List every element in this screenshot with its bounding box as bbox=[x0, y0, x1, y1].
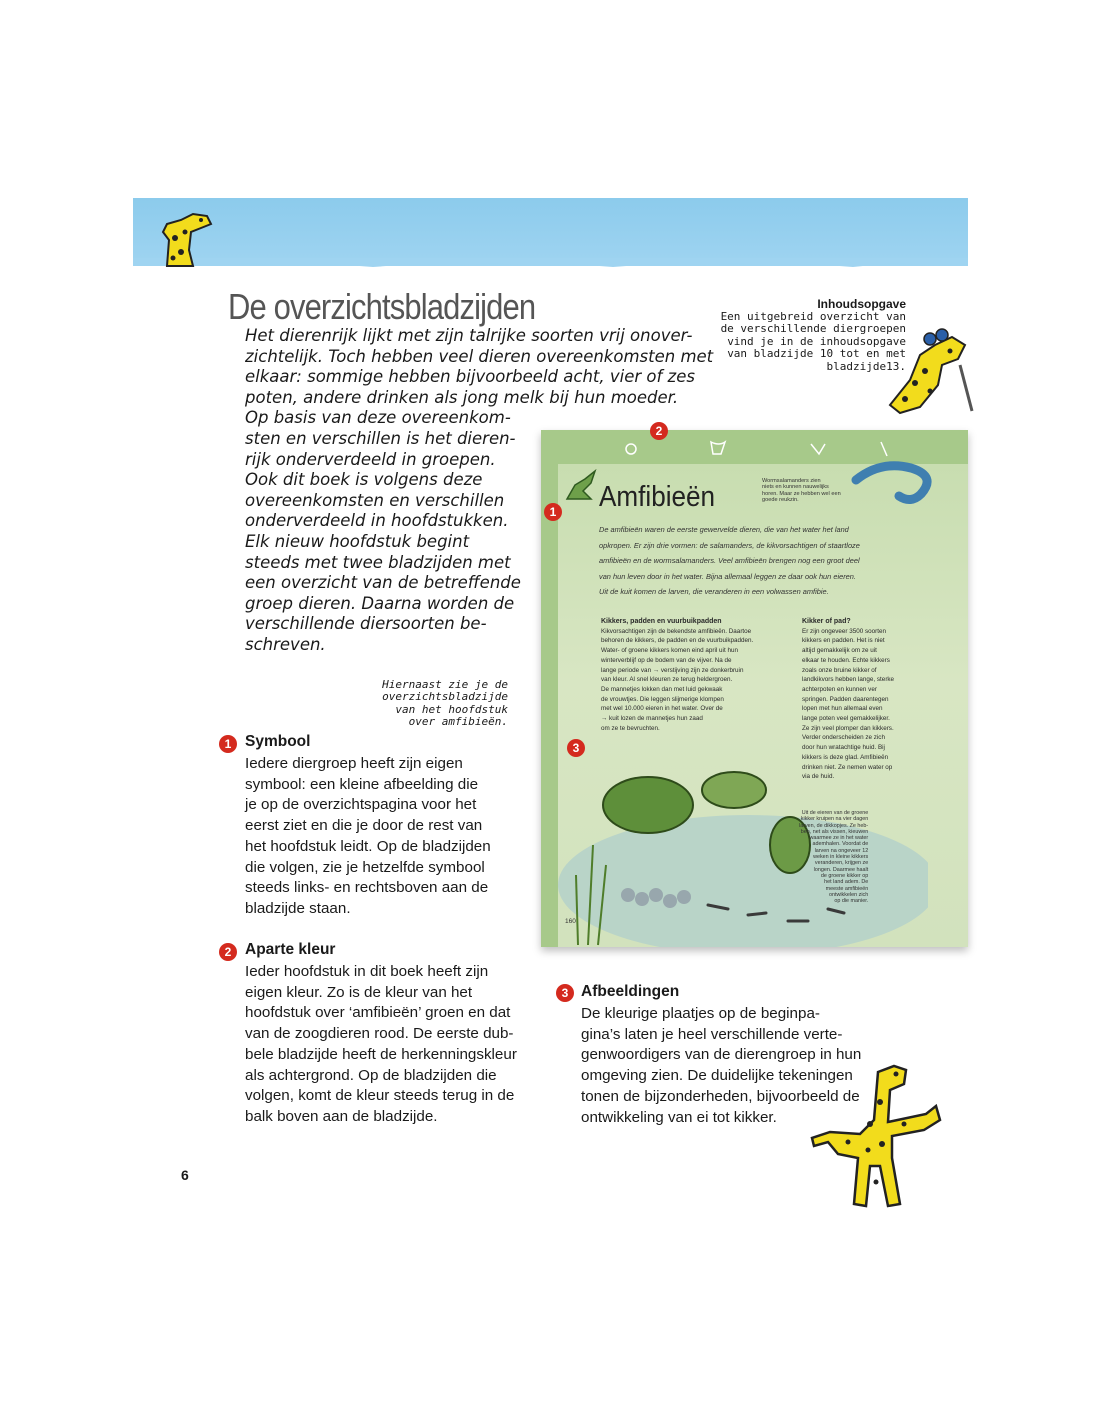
section-1-body: Iedere diergroep heeft zijn eigen symbool: een kleine afbeelding die je op de overzichtspagina voor het eerst ziet en die je door de rest van het hoofdstuk leidt. Op de bladzijden die volgen, zie je hetzelfde symbool steeds links- en rechtsboven aan de bladzijde staan. bbox=[245, 755, 491, 917]
inset-worm-note: Wormsalamanders zien niets en kunnen nauwelijks horen. Maar ze hebben wel een goede reukzin. bbox=[762, 478, 841, 504]
section-3-heading: Afbeeldingen bbox=[581, 983, 680, 1000]
inset-symbol-row bbox=[601, 436, 901, 462]
section-3-bullet: 3 bbox=[556, 984, 574, 1002]
frog-pond-illustration bbox=[558, 695, 928, 947]
inset-title: Amfibieën bbox=[599, 481, 716, 513]
giraffe-binoculars-icon bbox=[880, 325, 975, 420]
banner-torn-edge bbox=[133, 258, 968, 268]
giraffe-pointing-icon bbox=[808, 1062, 943, 1212]
inset-tadpole-note: Uit de eieren van de groene kikker kruipen na vier dagen larven, de dikkopjes. Ze heb- ben, net als vissen, kieuwen waarmee ze in het water ademhalen. Voordat de larven na ongeveer 12 weken in kleine kikkers veranderen, krijgen ze longen. Daarmee haalt de groene kikker op het land adem. De meeste amfibieën ontwikkelen zich op die manier. bbox=[799, 810, 869, 905]
inset-marker-1: 1 bbox=[544, 503, 562, 521]
toc-note: Inhoudsopgave Een uitgebreid overzicht van de verschillende diergroepen vind je in de inhoudsopgave van bladzijde 10 tot en met bladzijde13. bbox=[700, 298, 906, 374]
header-banner bbox=[133, 198, 968, 266]
section-2-body: Ieder hoofdstuk in dit boek heeft zijn eigen kleur. Zo is de kleur van het hoofdstuk over ‘amfibieën’ groen en dat van de zoogdieren rood. De eerste dub- bele bladzijde heeft de herkenningskleur als achtergrond. Op de bladzijden die volgen, komt de kleur steeds terug in de balk boven aan de bladzijde. bbox=[245, 963, 517, 1125]
section-2-heading: Aparte kleur bbox=[245, 941, 336, 958]
inset-caption: Hiernaast zie je de overzichtsbladzijde van het hoofdstuk over amfibieën. bbox=[382, 678, 508, 728]
page-title: De overzichtsbladzijden bbox=[228, 286, 536, 327]
inset-column-1: Kikkers, padden en vuurbuikpadden Kikvorsachtigen zijn de bekendste amfibieën. Daartoe behoren de kikkers, de padden en de vuurbuikpadden. Water- of groene kikkers komen eind april uit hun winterverblijf op de bodem van de vijver. Na de lange periode van → verstijving zijn ze donkerbruin van kleur. Al snel kleuren ze terug heldergroen. De mannetjes lokken dan met luid gekwaak de vrouwtjes. Die leggen slijmerige klompen met wel 10.000 eieren in het water. Over de → kuit lozen de mannetjes hun zaad om ze te bevruchten. bbox=[601, 618, 754, 732]
example-overview-page bbox=[541, 430, 968, 947]
inset-intro-text: De amfibieën waren de eerste gewervelde dieren, die van het water het land opkropen. Er zijn drie vormen: de salamanders, de kikvorsachtigen of staartloze amfibieën en de wormsalamanders. Veel amfibieën brengen nog een groot deel van hun leven door in het water. Bijna allemaal leggen ze daar ook hun eieren. Uit de kuit komen de larven, die veranderen in een volwassen amfibie. bbox=[599, 525, 860, 597]
section-1-bullet: 1 bbox=[219, 735, 237, 753]
inset-marker-3: 3 bbox=[567, 739, 585, 757]
inset-page-number: 160 bbox=[565, 918, 576, 925]
toc-heading: Inhoudsopgave bbox=[817, 297, 906, 311]
inset-column-2: Kikker of pad? Er zijn ongeveer 3500 soorten kikkers en padden. Het is niet altijd gemakkelijk om ze uit elkaar te houden. Echte kikkers zoals onze bruine kikker of landkikvors hebben lange, sterke achterpoten en kunnen ver springen. Padden daarentegen lopen met hun allemaal even lange poten veel gemakkelijker. Ze zijn veel plomper dan kikkers. Verder onderscheiden ze zich door hun wratachtige huid. Bij kikkers is deze glad. Amfibieën drinken niet. Ze nemen water op via de huid. bbox=[802, 618, 895, 781]
page-number: 6 bbox=[181, 1167, 189, 1183]
section-1-heading: Symbool bbox=[245, 733, 311, 750]
section-3-body: De kleurige plaatjes op de beginpa- gina’s laten je heel verschillende verte- genwoordigers van de dierengroep in hun omgeving zien. De duidelijke tekeningen tonen de bijzonderheden, bijvoorbeeld de ontwikkeling van ei tot kikker. bbox=[581, 1005, 862, 1126]
giraffe-mascot-icon bbox=[153, 210, 223, 268]
intro-text: Het dierenrijk lijkt met zijn talrijke soorten vrij onover- zichtelijk. Toch hebben veel dieren overeenkomsten met elkaar: sommige hebben bijvoorbeeld acht, vier of zes poten, andere drinken als jong melk bij hun moeder. Op basis van deze overeenkom- sten en verschillen is het dieren- rijk onderverdeeld in groepen. Ook dit boek is volgens deze overeenkomsten en verschillen onderverdeeld in hoofdstukken. Elk nieuw hoofdstuk begint steeds met twee bladzijden met een overzicht van de betreffende groep dieren. Daarna worden de verschillende diersoorten be- schreven. bbox=[245, 326, 714, 654]
inset-marker-2: 2 bbox=[650, 422, 668, 440]
frog-symbol-icon bbox=[561, 465, 601, 503]
section-2-bullet: 2 bbox=[219, 943, 237, 961]
worm-salamander-illustration bbox=[851, 460, 941, 505]
